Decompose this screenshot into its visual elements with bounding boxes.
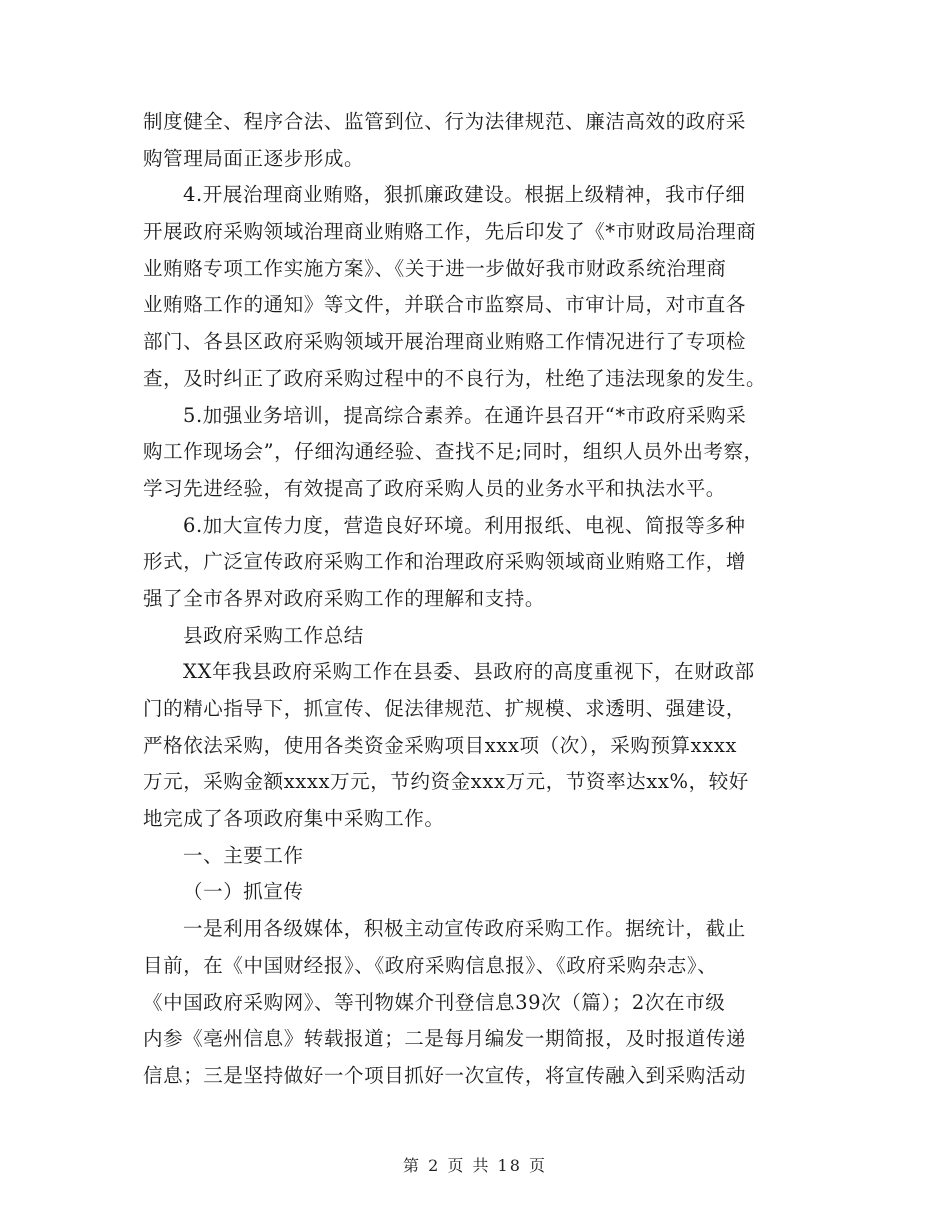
text-line: 5.加强业务培训，提高综合素养。在通许县召开“*市政府采购采 [183, 403, 747, 427]
text-line: 《中国政府采购网》、等刊物媒介刊登信息39次（篇）；2次在市级 [143, 990, 726, 1014]
text-line: 信息；三是坚持做好一个项目抓好一次宣传，将宣传融入到采购活动 [143, 1063, 747, 1087]
text-line: 学习先进经验，有效提高了政府采购人员的业务水平和执法水平。 [143, 476, 726, 500]
text-line: 内参《亳州信息》转载报道；二是每月编发一期简报，及时报道传递 [143, 1027, 747, 1051]
text-line: 形式，广泛宣传政府采购工作和治理政府采购领域商业贿赂工作，增 [143, 550, 747, 574]
text-line: XX年我县政府采购工作在县委、县政府的高度重视下，在财政部 [183, 660, 755, 684]
text-line: 严格依法采购，使用各类资金采购项目xxx项（次），采购预算xxxx [143, 733, 738, 757]
text-line: 制度健全、程序合法、监管到位、行为法律规范、廉洁高效的政府采 [143, 110, 747, 133]
text-line: 一是利用各级媒体，积极主动宣传政府采购工作。据统计，截止 [183, 917, 746, 941]
text-line: 目前，在《中国财经报》、《政府采购信息报》、《政府采购杂志》、 [143, 953, 718, 977]
text-line: 查，及时纠正了政府采购过程中的不良行为，杜绝了违法现象的发生。 [143, 366, 767, 390]
text-line: 业贿赂工作的通知》等文件，并联合市监察局、市审计局，对市直各 [143, 293, 747, 317]
text-line: 6.加大宣传力度，营造良好环境。利用报纸、电视、简报等多种 [183, 513, 746, 537]
text-line: 购管理局面正逐步形成。 [143, 146, 365, 170]
text-line: 万元，采购金额xxxx万元，节约资金xxx万元，节资率达xx%，较好 [143, 770, 749, 794]
text-line: 开展政府采购领域治理商业贿赂工作，先后印发了《*市财政局治理商 [143, 220, 757, 244]
text-line: （一）抓宣传 [183, 880, 304, 904]
text-line: 县政府采购工作总结 [183, 623, 364, 647]
document-body [143, 104, 813, 1095]
text-line: 业贿赂专项工作实施方案》、《关于进一步做好我市财政系统治理商 [143, 256, 727, 280]
text-line: 购工作现场会”，仔细沟通经验、查找不足;同时，组织人员外出考察， [143, 440, 764, 464]
text-line: 一、主要工作 [183, 843, 304, 867]
text-line: 部门、各县区政府采购领域开展治理商业贿赂工作情况进行了专项检 [143, 330, 747, 354]
text-line: 强了全市各界对政府采购工作的理解和支持。 [143, 586, 546, 610]
page-footer: 第 2 页 共 18 页 [403, 1156, 547, 1175]
text-line: 门的精心指导下，抓宣传、促法律规范、扩规模、求透明、强建设， [143, 697, 747, 720]
text-line: 4.开展治理商业贿赂，狠抓廉政建设。根据上级精神，我市仔细 [183, 183, 746, 207]
text-line: 地完成了各项政府集中采购工作。 [143, 807, 445, 831]
